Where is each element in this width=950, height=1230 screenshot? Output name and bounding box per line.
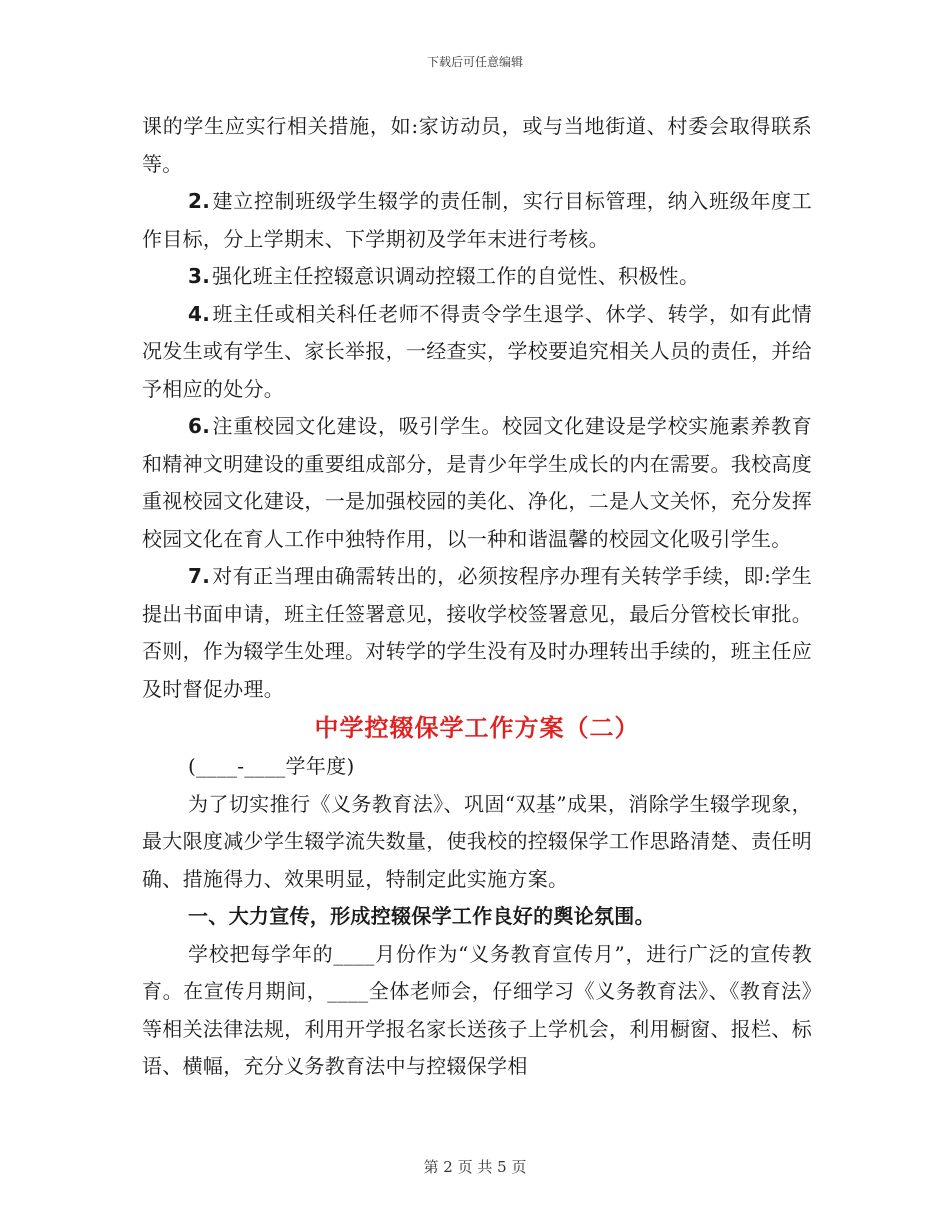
item-number: 2. [188,189,211,213]
item-number: 4. [188,301,211,326]
item-text: 注重校园文化建设，吸引学生。校园文化建设是学校实施素养教育和精神文明建设的重要组成部分，是青少年学生成长的内在需要。我校高度重视校园文化建设，一是加强校园的美化、净化，二是人文关怀，充分发挥校园文化在育人工作中独特作用，以一种和谐温馨的校园文化吸引学生。 [142,414,812,551]
item-text: 班主任或相关科任老师不得责令学生退学、休学、转学，如有此情况发生或有学生、家长举报，一经查实，学校要追究相关人员的责任，并给予相应的处分。 [142,301,812,401]
item-number: 6. [188,414,211,438]
year-line: (____-____学年度) [188,754,355,778]
item-text: 强化班主任控辍意识调动控辍工作的自觉性、积极性。 [212,264,700,288]
paragraph-item-6 [142,408,812,558]
heading-one: 一、大力宣传，形成控辍保学工作良好的舆论氛围。 [188,904,655,928]
paragraph-publicity: 学校把每学年的____月份作为“义务教育宣传月”，进行广泛的宣传教育。在宣传月期间，____全体老师会，仔细学习《义务教育法》、《教育法》等相关法律法规，利用开学报名家长送孩子上学机会，利用橱窗、报栏、标语、横幅，充分义务教育法中与控辍保学相 [142,941,812,1078]
header-note: 下载后可任意编辑 [426,55,523,69]
section-title: 中学控辍保学工作方案（二） [314,714,640,742]
item-text: 对有正当理由确需转出的，必须按程序办理有关转学手续，即:学生提出书面申请，班主任签署意见，接收学校签署意见，最后分管校长审批。否则，作为辍学生处理。对转学的学生没有及时办理转出手续的，班主任应及时督促办理。 [142,564,812,701]
intro-paragraph: 为了切实推行《义务教育法》、巩固“双基”成果，消除学生辍学现象，最大限度减少学生辍学流失数量，使我校的控辍保学工作思路清楚、责任明确、措施得力、效果明显，特制定此实施方案。 [142,791,812,891]
page-number: 第 2 页 共 5 页 [423,1158,527,1176]
paragraph-item-4 [142,296,812,409]
item-number: 7. [188,564,211,588]
paragraph-item-2 [142,183,812,258]
item-text: 建立控制班级学生辍学的责任制，实行目标管理，纳入班级年度工作目标，分上学期末、下学期初及学年末进行考核。 [142,189,812,251]
document-body [142,108,812,1086]
paragraph-item-3 [142,258,812,296]
paragraph-item-7 [142,558,812,708]
item-number: 3. [188,264,211,288]
paragraph-continued: 课的学生应实行相关措施，如:家访动员，或与当地街道、村委会取得联系等。 [142,114,812,176]
